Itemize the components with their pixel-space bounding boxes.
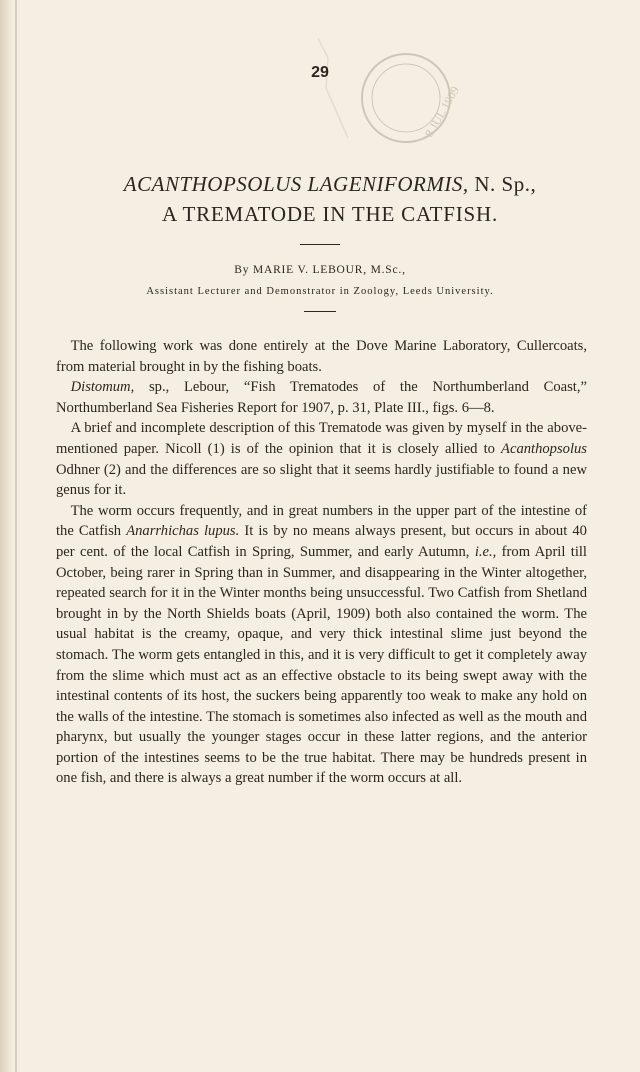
library-stamp-icon bbox=[288, 28, 463, 158]
paragraph-1 bbox=[56, 336, 587, 377]
abbreviation-ie: i.e., bbox=[474, 543, 497, 560]
paragraph-3-text-a: A brief and incomplete description of this Trematode was given by myself in the above-mentioned paper. Nicoll (1) is of the opinion that it is closely allied to bbox=[56, 420, 587, 457]
paragraph-2-text: sp., Lebour, “Fish Trematodes of the Northumberland Coast,” Northumberland Sea Fisheries Report for 1907, p. 31, Plate III., figs. 6—8. bbox=[56, 379, 587, 416]
title-species-name: ACANTHOPSOLUS LAGENIFORMIS, bbox=[123, 172, 469, 196]
title-new-species-suffix: N. Sp., bbox=[474, 172, 537, 196]
header-divider bbox=[304, 311, 336, 312]
paragraph-3 bbox=[56, 418, 587, 500]
paragraph-4-text-c: from April till October, being rarer in Spring than in Summer, and disappearing in the Winter altogether, repeated search for it in the Winter months being unsuccessful. Two Catfish from Shetland brought in by the North Shields boats (April, 1909) both also contained the worm. The usual habitat is the creamy, opaque, and very thick intestinal slime just beyond the stomach. The worm gets entangled in this, and it is very difficult to get it completely away from the slime which must act as an effective obstacle to its being swept away with the intestinal contents of its host, the suckers being apparently too weak to make any hold on the walls of the intestine. The stomach is sometimes also infected as well as the mouth and pharynx, but usually the younger stages occur in these latter regions, and the anterior portion of the intestines seems to be the true habitat. There may be hundreds present in one fish, and there is always a great number if the worm occurs at all. bbox=[56, 543, 587, 787]
species-name-anarrhichas: Anarrhichas lupus. bbox=[126, 523, 240, 540]
paragraph-1-text: The following work was done entirely at the Dove Marine Laboratory, Cullercoats, from material brought in by the fishing boats. bbox=[56, 338, 587, 375]
page-number: 29 bbox=[311, 64, 329, 81]
title-line-1 bbox=[60, 170, 600, 198]
author-line: By MARIE V. LEBOUR, M.Sc., bbox=[234, 264, 406, 276]
stamp-text: 8 JUL 1909 bbox=[421, 83, 463, 140]
author-affiliation: Assistant Lecturer and Demonstrator in Zoology, Leeds University. bbox=[146, 286, 494, 297]
title-line-2: A TREMATODE IN THE CATFISH. bbox=[161, 202, 499, 226]
article-body bbox=[56, 336, 587, 789]
paragraph-4 bbox=[56, 501, 587, 789]
title-divider bbox=[300, 244, 340, 245]
genus-name-distomum: Distomum, bbox=[70, 379, 135, 396]
binding-line bbox=[15, 0, 17, 1072]
paragraph-4-text-a: The worm occurs frequently, and in great numbers in the upper part of the intestine of the Catfish bbox=[56, 502, 587, 540]
paragraph-3-text-b: Odhner (2) and the differences are so slight that it seems hardly justifiable to found a new genus for it. bbox=[56, 461, 587, 499]
genus-name-acanthopsolus: Acanthopsolus bbox=[501, 440, 587, 457]
paragraph-2 bbox=[56, 377, 587, 418]
article-title bbox=[60, 170, 600, 228]
paragraph-4-text-b: It is by no means always present, but occurs in about 40 per cent. of the local Catfish in Spring, Summer, and early Autumn, bbox=[56, 523, 587, 560]
page-edge bbox=[0, 0, 14, 1072]
